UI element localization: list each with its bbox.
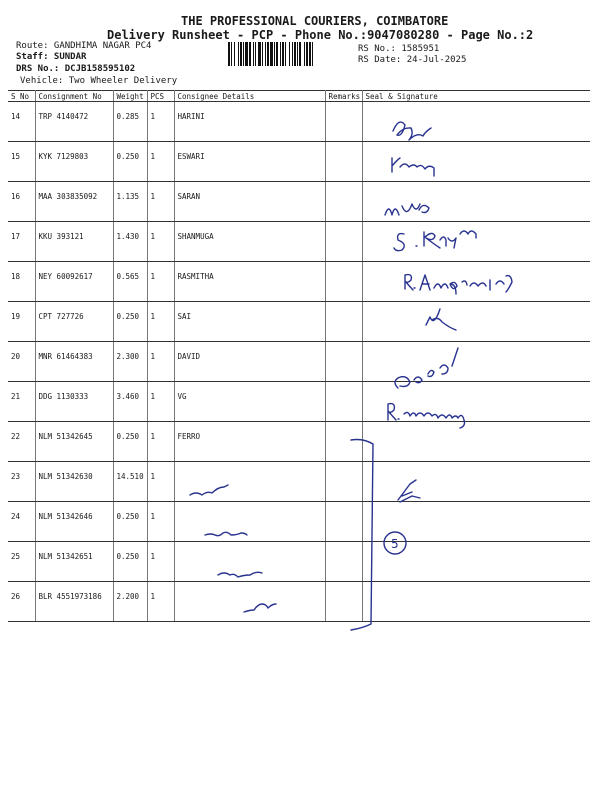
cell-weight: 0.250	[113, 142, 147, 182]
table-row	[8, 142, 590, 182]
barcode-bar	[274, 42, 275, 66]
cell-pcs: 1	[147, 462, 174, 502]
cell-sno: 14	[8, 102, 35, 142]
barcode-bar	[309, 42, 311, 66]
cell-remarks	[325, 342, 362, 382]
cell-consignee	[174, 582, 325, 622]
cell-pcs: 1	[147, 102, 174, 142]
barcode-bar	[270, 42, 273, 66]
route-label: Route: GANDHIMA NAGAR PC4	[16, 41, 152, 51]
cell-sno: 24	[8, 502, 35, 542]
cell-consignment: NLM 51342651	[35, 542, 113, 582]
cell-pcs: 1	[147, 582, 174, 622]
barcode-bar	[245, 42, 248, 66]
barcode-bar	[231, 42, 232, 66]
cell-pcs: 1	[147, 542, 174, 582]
cell-signature	[362, 582, 590, 622]
staff-label: Staff: SUNDAR	[16, 52, 87, 62]
cell-remarks	[325, 582, 362, 622]
table-row	[8, 542, 590, 582]
cell-sno: 21	[8, 382, 35, 422]
cell-consignee: VG	[174, 382, 325, 422]
cell-sno: 18	[8, 262, 35, 302]
barcode-bar	[280, 42, 281, 66]
barcode-bar	[255, 42, 256, 66]
barcode-bar	[267, 42, 269, 66]
cell-weight: 0.250	[113, 422, 147, 462]
col-remarks: Remarks	[325, 91, 362, 102]
table-row	[8, 262, 590, 302]
cell-remarks	[325, 382, 362, 422]
cell-consignment: BLR 4551973186	[35, 582, 113, 622]
cell-weight: 1.430	[113, 222, 147, 262]
cell-consignment: TRP 4140472	[35, 102, 113, 142]
col-pcs: PCS	[147, 91, 174, 102]
cell-pcs: 1	[147, 302, 174, 342]
cell-weight: 0.250	[113, 502, 147, 542]
barcode-bar	[253, 42, 254, 66]
cell-signature	[362, 462, 590, 502]
cell-pcs: 1	[147, 182, 174, 222]
cell-sno: 20	[8, 342, 35, 382]
cell-weight: 1.135	[113, 182, 147, 222]
cell-consignee: HARINI	[174, 102, 325, 142]
barcode-bar	[249, 42, 251, 66]
cell-consignment: MNR 61464383	[35, 342, 113, 382]
cell-signature	[362, 382, 590, 422]
cell-sno: 15	[8, 142, 35, 182]
cell-consignment: MAA 303835092	[35, 182, 113, 222]
cell-pcs: 1	[147, 502, 174, 542]
cell-weight: 14.510	[113, 462, 147, 502]
cell-weight: 2.300	[113, 342, 147, 382]
barcode-bar	[276, 42, 278, 66]
cell-remarks	[325, 222, 362, 262]
company-title: THE PROFESSIONAL COURIERS, COIMBATORE	[181, 14, 449, 28]
cell-weight: 0.565	[113, 262, 147, 302]
cell-consignee: FERRO	[174, 422, 325, 462]
rs-number: RS No.: 1585951	[358, 44, 440, 54]
cell-remarks	[325, 302, 362, 342]
col-signature: Seal & Signature	[362, 91, 590, 102]
cell-sno: 19	[8, 302, 35, 342]
cell-pcs: 1	[147, 422, 174, 462]
barcode-bar	[234, 42, 235, 66]
cell-weight: 0.285	[113, 102, 147, 142]
cell-remarks	[325, 182, 362, 222]
table-row	[8, 342, 590, 382]
barcode-bar	[297, 42, 298, 66]
cell-pcs: 1	[147, 222, 174, 262]
barcode-bar	[294, 42, 296, 66]
barcode-bar	[292, 42, 293, 66]
cell-remarks	[325, 542, 362, 582]
cell-sno: 26	[8, 582, 35, 622]
table-row	[8, 182, 590, 222]
runsheet-table	[8, 90, 590, 622]
cell-consignee	[174, 502, 325, 542]
cell-consignment: NLM 51342646	[35, 502, 113, 542]
cell-consignment: DDG 1130333	[35, 382, 113, 422]
col-consignee: Consignee Details	[174, 91, 325, 102]
table-row	[8, 582, 590, 622]
cell-remarks	[325, 142, 362, 182]
cell-consignment: KKU 393121	[35, 222, 113, 262]
rs-date: RS Date: 24-Jul-2025	[358, 55, 467, 65]
runsheet-subtitle: Delivery Runsheet - PCP - Phone No.:9047080280 - Page No.:2	[107, 28, 534, 42]
cell-signature	[362, 302, 590, 342]
cell-signature	[362, 142, 590, 182]
cell-consignee: SHANMUGA	[174, 222, 325, 262]
table-header-row	[8, 91, 590, 102]
barcode-bar	[289, 42, 290, 66]
cell-signature	[362, 342, 590, 382]
col-weight: Weight	[113, 91, 147, 102]
cell-signature	[362, 182, 590, 222]
cell-consignment: KYK 7129803	[35, 142, 113, 182]
cell-pcs: 1	[147, 142, 174, 182]
cell-pcs: 1	[147, 262, 174, 302]
table-row	[8, 302, 590, 342]
table-row	[8, 382, 590, 422]
cell-signature	[362, 222, 590, 262]
cell-sno: 16	[8, 182, 35, 222]
barcode-bar	[243, 42, 244, 66]
cell-weight: 0.250	[113, 302, 147, 342]
vehicle-label: Vehicle: Two Wheeler Delivery	[20, 76, 178, 86]
barcode-bar	[262, 42, 263, 66]
table-row	[8, 222, 590, 262]
cell-consignee: SARAN	[174, 182, 325, 222]
cell-consignment: CPT 727726	[35, 302, 113, 342]
cell-weight: 2.200	[113, 582, 147, 622]
cell-sno: 22	[8, 422, 35, 462]
cell-remarks	[325, 502, 362, 542]
cell-consignee: DAVID	[174, 342, 325, 382]
col-sno: S No	[8, 91, 35, 102]
cell-remarks	[325, 262, 362, 302]
barcode-bar	[228, 42, 230, 66]
cell-remarks	[325, 422, 362, 462]
table-row	[8, 502, 590, 542]
cell-remarks	[325, 102, 362, 142]
barcode-bar	[285, 42, 286, 66]
cell-sno: 25	[8, 542, 35, 582]
table-row	[8, 102, 590, 142]
cell-remarks	[325, 462, 362, 502]
barcode-bar	[304, 42, 305, 66]
table-row	[8, 462, 590, 502]
drs-number: DRS No.: DCJB158595102	[16, 64, 136, 74]
cell-weight: 0.250	[113, 542, 147, 582]
cell-pcs: 1	[147, 382, 174, 422]
barcode-bar	[265, 42, 266, 66]
cell-consignment: NEY 60092617	[35, 262, 113, 302]
cell-signature	[362, 422, 590, 462]
barcode-bar	[299, 42, 301, 66]
cell-pcs: 1	[147, 342, 174, 382]
cell-sno: 17	[8, 222, 35, 262]
barcode-bar	[240, 42, 242, 66]
table-row	[8, 422, 590, 462]
barcode-bar	[238, 42, 239, 66]
cell-signature	[362, 262, 590, 302]
cell-consignee: RASMITHA	[174, 262, 325, 302]
cell-sno: 23	[8, 462, 35, 502]
cell-signature	[362, 502, 590, 542]
col-consignment: Consignment No	[35, 91, 113, 102]
cell-signature	[362, 542, 590, 582]
cell-signature	[362, 102, 590, 142]
cell-weight: 3.460	[113, 382, 147, 422]
cell-consignee: SAI	[174, 302, 325, 342]
cell-consignee	[174, 462, 325, 502]
cell-consignee	[174, 542, 325, 582]
barcode-bar	[258, 42, 261, 66]
cell-consignment: NLM 51342630	[35, 462, 113, 502]
circled-number: 5	[391, 537, 399, 551]
barcode-bar	[306, 42, 308, 66]
barcode-bar	[312, 42, 313, 66]
cell-consignment: NLM 51342645	[35, 422, 113, 462]
barcode	[228, 42, 352, 66]
barcode-bar	[282, 42, 284, 66]
cell-consignee: ESWARI	[174, 142, 325, 182]
